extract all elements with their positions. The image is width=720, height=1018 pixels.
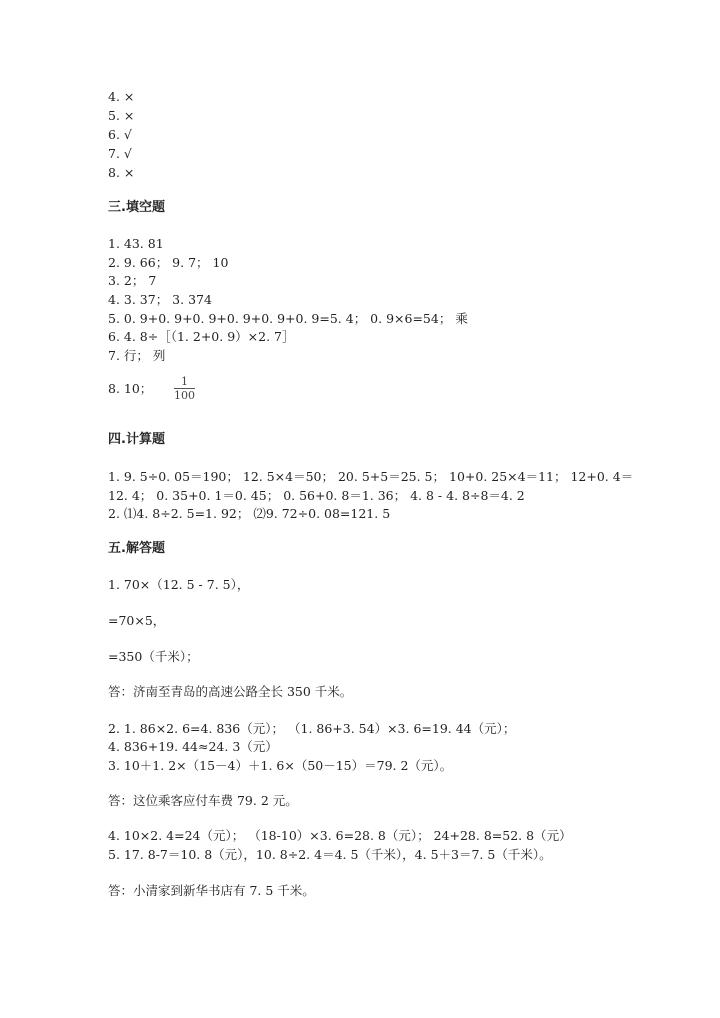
section-heading: 四.计算题	[108, 432, 165, 447]
answer-line: 1. 43. 81	[108, 236, 164, 251]
answer-line: 答：这位乘客应付车费 79. 2 元。	[108, 793, 298, 808]
section-heading: 三.填空题	[108, 200, 165, 215]
answer-line: 6. 4. 8÷［（1. 2+0. 9）×2. 7］	[108, 329, 295, 344]
answer-line: 1. 70×（12. 5 - 7. 5），	[108, 577, 250, 592]
answer-line: 4. 3. 37； 3. 374	[108, 292, 212, 307]
judge-answer: 7. √	[108, 146, 132, 161]
answer-line: 2. 1. 86×2. 6=4. 836（元）； （1. 86+3. 54）×3. 6=19. 44（元）；	[108, 721, 516, 736]
answer-line: 答：济南至青岛的高速公路全长 350 千米。	[108, 684, 353, 699]
answer-line: =350（千米）；	[108, 649, 199, 664]
answer-line: 3. 2； 7	[108, 273, 157, 288]
judge-answer: 6. √	[108, 127, 132, 142]
answer-line: 2. 9. 66； 9. 7； 10	[108, 255, 229, 270]
fraction-denominator: 100	[174, 389, 195, 402]
judge-answer: 4. ×	[108, 89, 135, 104]
fraction	[174, 375, 195, 402]
answer-line: 4. 836+19. 44≈24. 3（元）	[108, 739, 278, 754]
answer-line: 5. 17. 8-7＝10. 8（元），10. 8÷2. 4＝4. 5（千米），4. 5＋3＝7. 5（千米）。	[108, 847, 552, 862]
answer-line: 答：小清家到新华书店有 7. 5 千米。	[108, 883, 315, 898]
judge-answer: 5. ×	[108, 108, 135, 123]
answer-line: 5. 0. 9+0. 9+0. 9+0. 9+0. 9+0. 9=5. 4； 0. 9×6=54； 乘	[108, 311, 468, 326]
answer-line: 7. 行； 列	[108, 348, 166, 363]
judge-answer: 8. ×	[108, 165, 135, 180]
answer-line: 2. ⑴4. 8÷2. 5=1. 92； ⑵9. 72÷0. 08=121. 5	[108, 506, 391, 521]
answer-line: =70×5，	[108, 613, 166, 628]
answer-line: 1. 9. 5÷0. 05＝190； 12. 5×4＝50； 20. 5+5＝25. 5； 10+0. 25×4＝11； 12+0. 4＝	[108, 469, 634, 484]
answer-line: 3. 10＋1. 2×（15－4）＋1. 6×（50－15）＝79. 2（元）。	[108, 758, 453, 773]
fraction-numerator: 1	[174, 375, 195, 389]
section-heading: 五.解答题	[108, 541, 165, 556]
answer-line: 4. 10×2. 4=24（元）； （18-10）×3. 6=28. 8（元）； 24+28. 8=52. 8（元）	[108, 828, 572, 843]
answer-line: 12. 4； 0. 35+0. 1＝0. 45； 0. 56+0. 8＝1. 36； 4. 8 - 4. 8÷8＝4. 2	[108, 488, 525, 503]
answer-line: 8. 10；	[108, 381, 153, 396]
